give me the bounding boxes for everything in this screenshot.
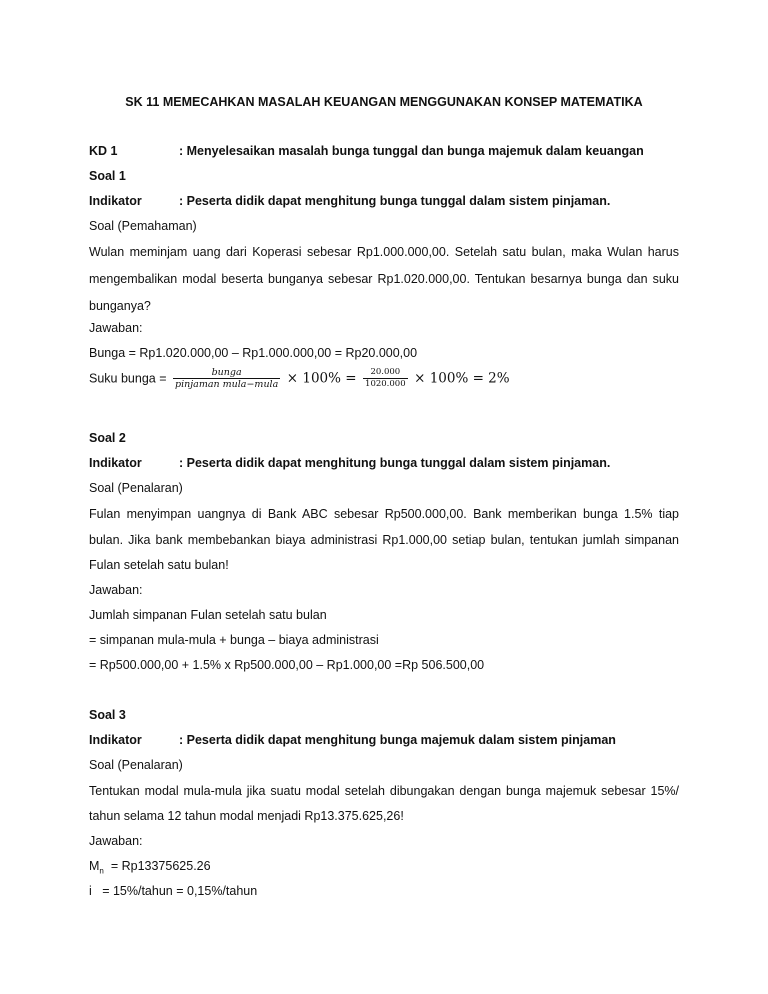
- soal3-type: Soal (Penalaran): [89, 758, 183, 772]
- soal2-indikator-text: : Peserta didik dapat menghitung bunga tunggal dalam sistem pinjaman.: [179, 456, 611, 470]
- soal2-jawaban: Jawaban:: [89, 583, 143, 597]
- soal2-question-line3: Fulan setelah satu bulan!: [89, 558, 229, 572]
- soal1-jawaban: Jawaban:: [89, 321, 143, 335]
- soal3-i-line: i = 15%/tahun = 0,15%/tahun: [89, 884, 258, 898]
- soal1-fraction-2: [363, 367, 408, 390]
- soal2-question-line1: Fulan menyimpan uangnya di Bank ABC sebesar Rp500.000,00. Bank memberikan bunga 1.5% tiap: [89, 507, 679, 521]
- kd-label: KD 1: [89, 144, 118, 158]
- soal2-type: Soal (Penalaran): [89, 481, 183, 495]
- soal1-question-line3: bunganya?: [89, 299, 151, 313]
- soal1-answer-line1: Bunga = Rp1.020.000,00 – Rp1.000.000,00 = Rp20.000,00: [89, 346, 418, 360]
- soal1-suku-label: Suku bunga =: [89, 371, 167, 386]
- page-title: SK 11 MEMECAHKAN MASALAH KEUANGAN MENGGUNAKAN KONSEP MATEMATIKA: [125, 95, 643, 109]
- soal2-indikator-row: [89, 455, 611, 471]
- soal3-question-line2: tahun selama 12 tahun modal menjadi Rp13.375.625,26!: [89, 809, 404, 823]
- soal1-indikator-row: [89, 193, 611, 209]
- soal2-answer-line1: Jumlah simpanan Fulan setelah satu bulan: [89, 608, 327, 622]
- soal3-mn-symbol: M: [89, 859, 100, 873]
- soal1-indikator-label: Indikator: [89, 194, 142, 208]
- soal1-fraction-1: [173, 367, 280, 390]
- soal3-question-line1: Tentukan modal mula-mula jika suatu modal setelah dibungakan dengan bunga majemuk sebesar 15%/: [89, 784, 679, 798]
- soal2-answer-line2: = simpanan mula-mula + bunga – biaya administrasi: [89, 633, 379, 647]
- soal3-mn-subscript: n: [99, 866, 104, 876]
- soal3-mn-value: = Rp13375625.26: [103, 859, 211, 873]
- soal1-fraction-2-numerator: 20.000: [370, 367, 401, 378]
- kd-row: [89, 143, 644, 159]
- soal1-operator-1: × 100% =: [286, 370, 357, 387]
- soal3-indikator-label: Indikator: [89, 733, 142, 747]
- soal3-indikator-text: : Peserta didik dapat menghitung bunga majemuk dalam sistem pinjaman: [179, 733, 616, 747]
- kd-text: : Menyelesaikan masalah bunga tunggal dan bunga majemuk dalam keuangan: [179, 144, 644, 158]
- soal1-question-line1: Wulan meminjam uang dari Koperasi sebesar Rp1.000.000,00. Setelah satu bulan, maka Wulan harus: [89, 245, 679, 259]
- soal3-mn-line: [89, 858, 211, 880]
- soal1-fraction-1-numerator: bunga: [211, 367, 242, 379]
- soal1-operator-2: × 100% = 2%: [414, 370, 510, 387]
- soal3-jawaban: Jawaban:: [89, 834, 143, 848]
- soal2-indikator-label: Indikator: [89, 456, 142, 470]
- soal2-heading: Soal 2: [89, 431, 126, 445]
- soal1-type: Soal (Pemahaman): [89, 219, 197, 233]
- soal2-answer-line3: = Rp500.000,00 + 1.5% x Rp500.000,00 – Rp1.000,00 =Rp 506.500,00: [89, 658, 485, 672]
- soal1-fraction-1-denominator: pinjaman mula−mula: [174, 379, 279, 391]
- soal1-heading: Soal 1: [89, 169, 126, 183]
- soal1-formula: [89, 366, 510, 391]
- soal1-question-line2: mengembalikan modal beserta bunganya sebesar Rp1.020.000,00. Tentukan besarnya bunga dan suku: [89, 272, 679, 286]
- soal1-indikator-text: : Peserta didik dapat menghitung bunga tunggal dalam sistem pinjaman.: [179, 194, 611, 208]
- soal3-indikator-row: [89, 732, 616, 748]
- soal1-fraction-2-denominator: 1020.000: [365, 379, 406, 390]
- soal3-heading: Soal 3: [89, 708, 126, 722]
- soal2-question-line2: bulan. Jika bank membebankan biaya administrasi Rp1.000,00 setiap bulan, tentukan jumlah simpanan: [89, 533, 679, 547]
